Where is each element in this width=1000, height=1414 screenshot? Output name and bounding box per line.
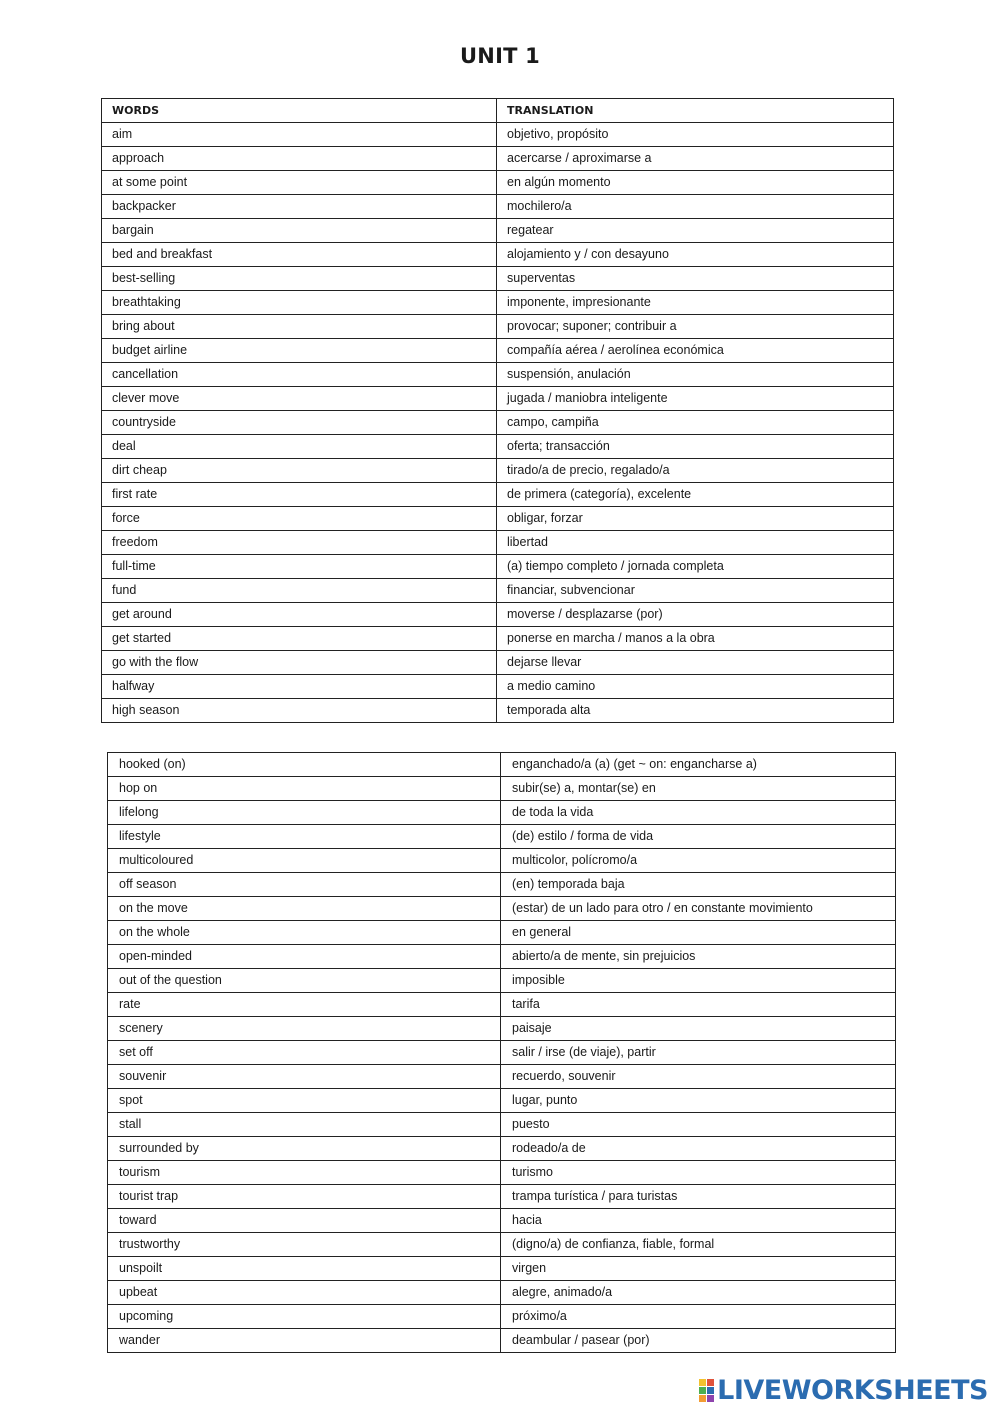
translation-cell: jugada / maniobra inteligente (497, 387, 894, 411)
logo-square (707, 1387, 714, 1394)
word-cell: tourist trap (108, 1185, 501, 1209)
translation-cell: ponerse en marcha / manos a la obra (497, 627, 894, 651)
word-cell: upcoming (108, 1305, 501, 1329)
table-row (102, 171, 894, 195)
table-row (108, 897, 896, 921)
table-row (108, 1305, 896, 1329)
table-row (108, 1113, 896, 1137)
table-row (108, 1185, 896, 1209)
liveworksheets-logo-icon (699, 1379, 714, 1402)
translation-cell: rodeado/a de (501, 1137, 896, 1161)
word-cell: lifestyle (108, 825, 501, 849)
table-row (108, 969, 896, 993)
page-title: UNIT 1 (460, 44, 540, 68)
table-header-row (102, 99, 894, 123)
table-row (102, 531, 894, 555)
table-row (102, 387, 894, 411)
table-row (102, 435, 894, 459)
translation-cell: oferta; transacción (497, 435, 894, 459)
table-row (108, 1233, 896, 1257)
translation-cell: multicolor, polícromo/a (501, 849, 896, 873)
translation-cell: virgen (501, 1257, 896, 1281)
table-row (108, 873, 896, 897)
translation-cell: suspensión, anulación (497, 363, 894, 387)
table-row (102, 459, 894, 483)
word-cell: set off (108, 1041, 501, 1065)
translation-cell: imponente, impresionante (497, 291, 894, 315)
word-cell: toward (108, 1209, 501, 1233)
logo-square (699, 1379, 706, 1386)
table-row (108, 1065, 896, 1089)
translation-cell: a medio camino (497, 675, 894, 699)
word-cell: at some point (102, 171, 497, 195)
translation-cell: enganchado/a (a) (get ~ on: engancharse a) (501, 753, 896, 777)
table-row (102, 219, 894, 243)
translation-cell: libertad (497, 531, 894, 555)
translation-cell: obligar, forzar (497, 507, 894, 531)
table-row (102, 675, 894, 699)
translation-cell: objetivo, propósito (497, 123, 894, 147)
translation-cell: de toda la vida (501, 801, 896, 825)
translation-cell: (a) tiempo completo / jornada completa (497, 555, 894, 579)
table-row (108, 753, 896, 777)
word-cell: deal (102, 435, 497, 459)
table-row (108, 801, 896, 825)
table-row (102, 651, 894, 675)
translation-cell: (en) temporada baja (501, 873, 896, 897)
word-cell: spot (108, 1089, 501, 1113)
word-cell: off season (108, 873, 501, 897)
vocabulary-table-1 (101, 98, 894, 723)
translation-cell: acercarse / aproximarse a (497, 147, 894, 171)
translation-cell: abierto/a de mente, sin prejuicios (501, 945, 896, 969)
header-words: WORDS (102, 99, 497, 123)
word-cell: multicoloured (108, 849, 501, 873)
word-cell: surrounded by (108, 1137, 501, 1161)
word-cell: on the whole (108, 921, 501, 945)
translation-cell: turismo (501, 1161, 896, 1185)
translation-cell: alegre, animado/a (501, 1281, 896, 1305)
table-row (108, 1257, 896, 1281)
table-row (108, 1161, 896, 1185)
translation-cell: temporada alta (497, 699, 894, 723)
word-cell: dirt cheap (102, 459, 497, 483)
word-cell: out of the question (108, 969, 501, 993)
logo-text: LIVEWORKSHEETS (717, 1375, 988, 1406)
word-cell: approach (102, 147, 497, 171)
word-cell: get around (102, 603, 497, 627)
translation-cell: compañía aérea / aerolínea económica (497, 339, 894, 363)
table-row (108, 825, 896, 849)
table-row (108, 849, 896, 873)
word-cell: budget airline (102, 339, 497, 363)
table-row (102, 699, 894, 723)
table-row (102, 243, 894, 267)
translation-cell: provocar; suponer; contribuir a (497, 315, 894, 339)
word-cell: open-minded (108, 945, 501, 969)
translation-cell: lugar, punto (501, 1089, 896, 1113)
word-cell: force (102, 507, 497, 531)
word-cell: backpacker (102, 195, 497, 219)
translation-cell: imposible (501, 969, 896, 993)
word-cell: hop on (108, 777, 501, 801)
word-cell: countryside (102, 411, 497, 435)
table-row (102, 363, 894, 387)
word-cell: trustworthy (108, 1233, 501, 1257)
table-row (108, 1209, 896, 1233)
table-row (102, 483, 894, 507)
translation-cell: tarifa (501, 993, 896, 1017)
table-row (108, 1017, 896, 1041)
table-row (108, 1041, 896, 1065)
word-cell: bring about (102, 315, 497, 339)
word-cell: tourism (108, 1161, 501, 1185)
table-row (108, 1089, 896, 1113)
logo-square (707, 1395, 714, 1402)
table-row (108, 1329, 896, 1353)
word-cell: lifelong (108, 801, 501, 825)
translation-cell: trampa turística / para turistas (501, 1185, 896, 1209)
table-row (102, 147, 894, 171)
table-row (102, 195, 894, 219)
word-cell: aim (102, 123, 497, 147)
liveworksheets-logo (699, 1375, 988, 1406)
table-row (102, 507, 894, 531)
word-cell: bargain (102, 219, 497, 243)
word-cell: stall (108, 1113, 501, 1137)
translation-cell: (estar) de un lado para otro / en constante movimiento (501, 897, 896, 921)
word-cell: on the move (108, 897, 501, 921)
word-cell: high season (102, 699, 497, 723)
table-row (108, 1137, 896, 1161)
word-cell: full-time (102, 555, 497, 579)
translation-cell: salir / irse (de viaje), partir (501, 1041, 896, 1065)
translation-cell: alojamiento y / con desayuno (497, 243, 894, 267)
word-cell: wander (108, 1329, 501, 1353)
translation-cell: de primera (categoría), excelente (497, 483, 894, 507)
translation-cell: regatear (497, 219, 894, 243)
logo-square (699, 1395, 706, 1402)
translation-cell: moverse / desplazarse (por) (497, 603, 894, 627)
logo-square (699, 1387, 706, 1394)
word-cell: go with the flow (102, 651, 497, 675)
word-cell: rate (108, 993, 501, 1017)
translation-cell: paisaje (501, 1017, 896, 1041)
translation-cell: deambular / pasear (por) (501, 1329, 896, 1353)
translation-cell: campo, campiña (497, 411, 894, 435)
word-cell: halfway (102, 675, 497, 699)
word-cell: best-selling (102, 267, 497, 291)
word-cell: unspoilt (108, 1257, 501, 1281)
translation-cell: (de) estilo / forma de vida (501, 825, 896, 849)
word-cell: scenery (108, 1017, 501, 1041)
table-row (102, 579, 894, 603)
word-cell: get started (102, 627, 497, 651)
table-row (108, 993, 896, 1017)
table-row (102, 339, 894, 363)
translation-cell: mochilero/a (497, 195, 894, 219)
table-row (102, 267, 894, 291)
vocabulary-table-2 (107, 752, 896, 1353)
word-cell: upbeat (108, 1281, 501, 1305)
word-cell: breathtaking (102, 291, 497, 315)
table-row (102, 603, 894, 627)
translation-cell: recuerdo, souvenir (501, 1065, 896, 1089)
table-row (108, 921, 896, 945)
table-row (102, 411, 894, 435)
translation-cell: dejarse llevar (497, 651, 894, 675)
table-row (102, 315, 894, 339)
table-row (102, 291, 894, 315)
word-cell: fund (102, 579, 497, 603)
translation-cell: próximo/a (501, 1305, 896, 1329)
word-cell: clever move (102, 387, 497, 411)
table-row (108, 945, 896, 969)
word-cell: first rate (102, 483, 497, 507)
table-row (102, 123, 894, 147)
translation-cell: hacia (501, 1209, 896, 1233)
word-cell: souvenir (108, 1065, 501, 1089)
word-cell: cancellation (102, 363, 497, 387)
translation-cell: tirado/a de precio, regalado/a (497, 459, 894, 483)
translation-cell: financiar, subvencionar (497, 579, 894, 603)
translation-cell: puesto (501, 1113, 896, 1137)
table-row (108, 1281, 896, 1305)
table-row (108, 777, 896, 801)
translation-cell: superventas (497, 267, 894, 291)
logo-square (707, 1379, 714, 1386)
word-cell: hooked (on) (108, 753, 501, 777)
table-row (102, 627, 894, 651)
translation-cell: en algún momento (497, 171, 894, 195)
translation-cell: subir(se) a, montar(se) en (501, 777, 896, 801)
header-translation: TRANSLATION (497, 99, 894, 123)
translation-cell: en general (501, 921, 896, 945)
word-cell: bed and breakfast (102, 243, 497, 267)
word-cell: freedom (102, 531, 497, 555)
translation-cell: (digno/a) de confianza, fiable, formal (501, 1233, 896, 1257)
table-row (102, 555, 894, 579)
